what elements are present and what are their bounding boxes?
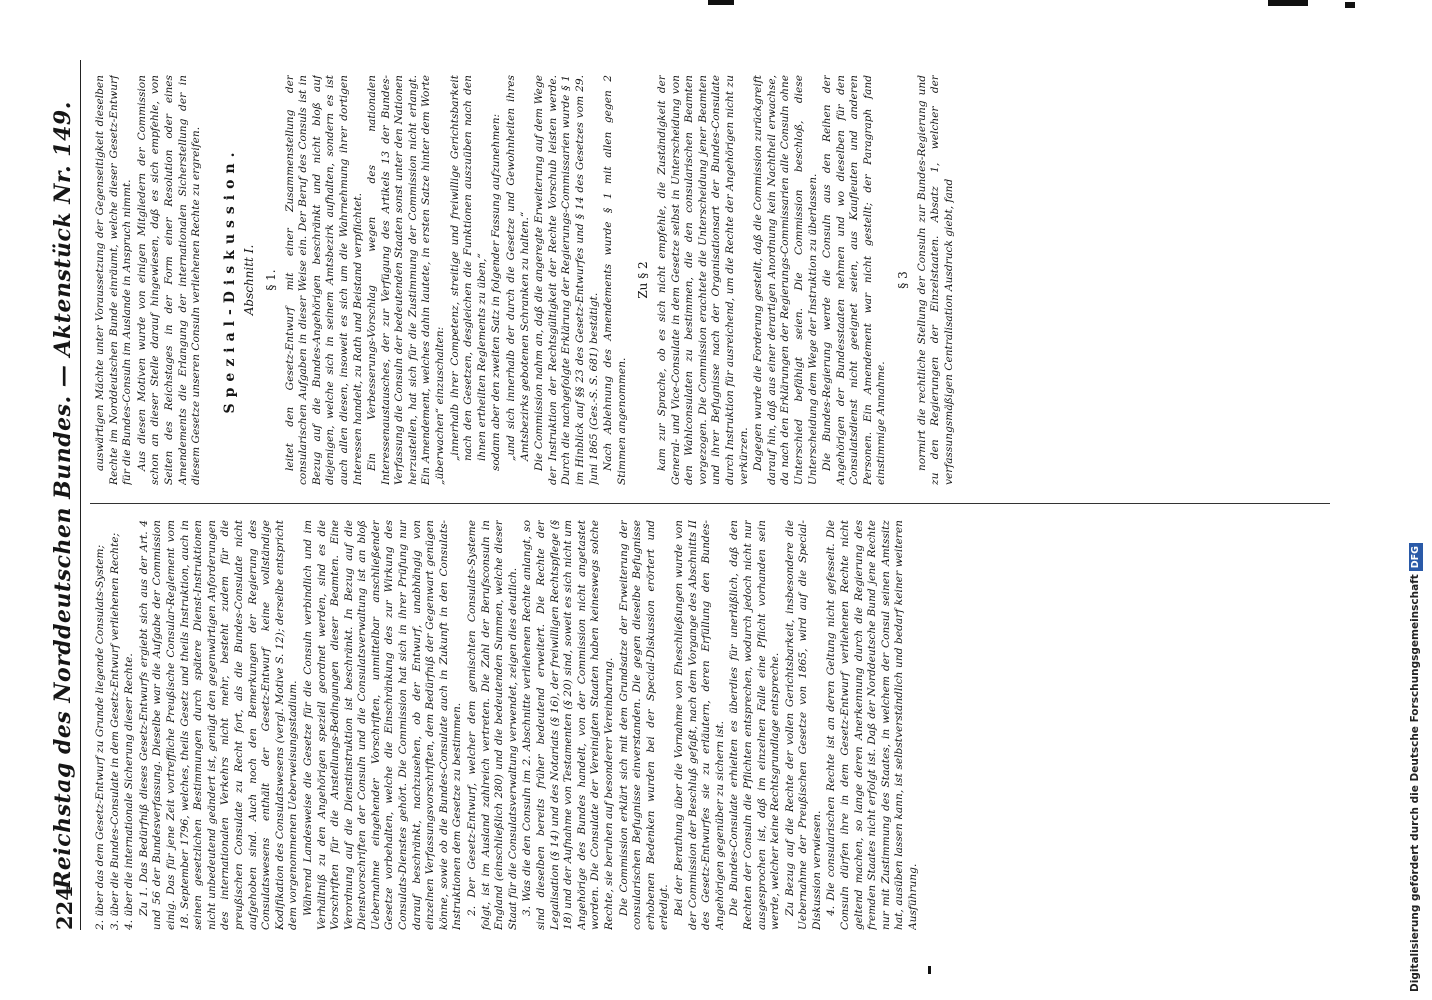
scan-speck xyxy=(928,966,931,974)
section-heading: Spezial-Diskussion. xyxy=(221,146,238,414)
body-paragraph: normirt die rechtliche Stellung der Consuln zur Bundes-Regierung und zu den Regierungen der Einzelstaaten. Absatz 1, welcher der verfassungsmäßigen Centralisation Ausdruck giebt, fand xyxy=(915,75,955,485)
column-divider xyxy=(90,503,1330,504)
body-paragraph: kam zur Sprache, ob es sich nicht empfehle, die Zuständigkeit der General- und Vice-Consulate in dem Gesetze selbst in Unterscheidung von den Wahlconsulaten zu bestimmen, die den consularischen Beamten vorgezogen. Die Commission erachtete die Unterscheidung jener Beamten und ihrer Befugnisse nach der Organisationsart der Bundes-Consulate durch Instruktion für ausreichend, um die Rechte der Angehörigen nicht zu verkürzen. xyxy=(655,75,750,485)
paragraph-marker: Zu § 2 xyxy=(636,261,651,299)
body-paragraph: Ein Verbesserungs-Vorschlag wegen des nationalen Interessenaustausches, der zur Verfügung des Artikels 13 der Bundes-Verfassung die Consuln der bedeutenden Staaten sonst unter den Nationen herzustellen, hat sich für die Zustimmung der Commission nicht erlangt. Ein Amendement, welches dahin lautete, in ersten Satze hinter dem Worte „überwachen“ einzuschalten: xyxy=(366,75,447,485)
body-paragraph: leitet den Gesetz-Entwurf mit einer Zusammenstellung der consularischen Aufgaben in dieser Weise ein. Der Beruf des Consuls ist in Bezug auf die Bundes-Angehörigen beschränkt und nicht bloß auf diejenigen, welche sich in seinem Amtsbezirk aufhalten, sondern es ist auch allen diesen, insoweit es sich um die Wahrnehmung ihrer dortigen Interessen handelt, zu Rath und Beistand verpflichtet. xyxy=(283,75,364,485)
paragraph-marker: § 1. xyxy=(263,269,278,291)
scan-speck xyxy=(1268,0,1308,6)
body-paragraph: 3. Was die den Consuln im 2. Abschnitte verliehenen Rechte anlangt, so sind dieselben bereits früher bedeutend erweitert. Die Rechte der Legalisation (§ 14) und des Notariats (§ 16), der freiwilligen Rechtspflege (§ 18) und der Aufnahme von Testamenten (§ 20) sind, soweit es sich nicht um Angehörige des Bundes handelt, von der Commission nicht angetastet worden. Die Consulate der Vereinigten Staaten haben keineswegs solche Rechte, sie beruhen auf besonderer Vereinbarung. xyxy=(521,520,615,930)
right-text-column xyxy=(94,75,1324,485)
body-paragraph: Dagegen wurde die Forderung gestellt, daß die Commission zurückgreift darauf hin, daß aus einer derartigen Anordnung kein Nachtheil erwachse, da nach den Erklärungen der Regierungs-Commissarien alle Consuln ohne Unterschied befähigt seien. Die Commission beschloß, diese Unterscheidung dem Wege der Instruktion zu überlassen. xyxy=(752,75,819,485)
body-paragraph: Die Commission nahm an, daß die angeregte Erweiterung auf dem Wege der Instruktion der Rechtsgültigkeit der Rechte Vorschub leisten werde. Durch die nachgefolgte Erklärung der Regierungs-Commissarien wurde § 1 im Hinblick auf §§ 23 des Gesetz-Entwurfes und § 14 des Gesetzes vom 29. Juni 1865 (Ges.-S. S. 681) bestätigt. xyxy=(533,75,600,485)
body-paragraph: Die Bundes-Consulate erhielten es überdies für unerläßlich, daß den Rechten der Consuln die Pflichten entsprechen, wodurch jedoch nicht nur ausgesprochen ist, daß im einzelnen Falle eine Pflicht vorhanden sein werde, welcher keine Rechtsgrundlage entspreche. xyxy=(728,520,782,930)
numbered-item: 3. über die Bundes-Consulate in dem Gesetz-Entwurf verliehenen Rechte; xyxy=(108,532,121,930)
body-paragraph: 2. Der Gesetz-Entwurf, welcher dem gemischten Consulats-Systeme folgt, ist im Ausland zahlreich vertreten. Die Zahl der Berufsconsuln in England (einschließlich 280) und die bedeutenden Summen, welche dieser Staat für die Consulatsverwaltung verwendet, zeigen dies deutlich. xyxy=(466,520,519,930)
body-paragraph: Die Bundes-Regierung werde die Consuln aus den Reihen der Angehörigen der Bundesstaaten nehmen und wo dieselben für den Consulatsdienst nicht geeignet seien, aus Kaufleuten und anderen Personen. Ein Amendement war nicht gestellt; der Paragraph fand einstimmige Annahme. xyxy=(821,75,888,485)
quoted-amendment: „innerhalb ihrer Competenz, streitige und freiwillige Gerichtsbarkeit nach den Gesetzen, desgleichen die Funktionen auszuüben nach den ihnen ertheilten Reglements zu üben,“ xyxy=(448,75,488,461)
body-paragraph: Die Commission erklärt sich mit dem Grundsatze der Erweiterung der consularischen Befugnisse einverstanden. Die gegen dieselbe Befugnisse erhobenen Bedenken wurden bei der Special-Diskussion erörtert und erledigt. xyxy=(617,520,671,930)
numbered-item: 2. über das dem Gesetz-Entwurf zu Grunde liegende Consulats-System; xyxy=(94,544,106,930)
body-paragraph: sodann aber den zweiten Satz in folgender Fassung aufzunehmen: xyxy=(490,113,503,471)
dfg-logo-badge: DFG xyxy=(1409,543,1423,571)
page-number: 224 xyxy=(52,886,77,930)
body-paragraph: Nach Ablehnung des Amendements wurde § 1 mit allen gegen 2 Stimmen angenommen. xyxy=(602,75,628,485)
scan-speck xyxy=(1345,2,1355,8)
body-paragraph: Aus diesen Motiven wurde von einigen Mitgliedern der Commission schon an dieser Stelle darauf hingewiesen, daß es sich empfehle, von Seiten des Reichstages in der Form einer Resolution oder eines Amendements die Erlangung der internationalen Sicherstellung der in diesem Gesetze unseren Consuln verliehenen Rechte zu ergreifen. xyxy=(135,75,203,485)
paragraph-marker: § 3 xyxy=(896,271,911,289)
dfg-watermark xyxy=(1404,12,1426,992)
page-header xyxy=(50,60,81,930)
body-paragraph: Zu Bezug auf die Rechte der vollen Gerichtsbarkeit, insbesondere die Uebernahme der Preußischen Gesetze von 1865, wird auf die Special-Diskussion verwiesen. xyxy=(783,520,823,930)
body-paragraph: Zu 1. Das Bedürfniß dieses Gesetz-Entwurfs ergiebt sich aus der Art. 4 und 56 der Bundesverfassung. Dieselbe war die Aufgabe der Commission einig. Das für jene Zeit vortreffliche Preußische Consular-Reglement vom 18. September 1796, welches, theils Gesetz und theils Instruktion, auch in seinen gesetzlichen Bestimmungen durch spätere Dienst-Instruktionen nicht unbedeutend geändert ist, genügt den gegenwärtigen Anforderungen des internationalen Verkehrs nicht mehr, besteht zudem für die preußischen Consulate zu Recht fort, als die Bundes-Consulate nicht aufgehoben sind. Auch noch den Bemerkungen der Regierung des Consulatswesens enthält der Gesetz-Entwurf keine vollständige Kodifikation des Consulatswesens (vergl. Motive S. 12); derselbe entspricht dem vorgenommenen Ueberweisungsstadium. xyxy=(137,520,300,930)
quoted-amendment: „und sich innerhalb der durch die Gesetze und Gewohnheiten ihres Amtsbezirks gebotenen Schranken zu halten.“ xyxy=(505,75,531,461)
body-paragraph: auswärtigen Mächte unter Voraussetzung der Gegenseitigkeit dieselben Rechte im Norddeutschen Bunde einräumt, welche dieser Gesetz-Entwurf für die Bundes-Consuln im Auslande in Anspruch nimmt. xyxy=(94,75,134,485)
scan-speck xyxy=(708,0,734,5)
running-title: Reichstag des Norddeutschen Bundes. — Aktenstück Nr. 149. xyxy=(50,101,76,889)
body-paragraph: Während Landesweise die Gesetze für die Consuln verbindlich und im Verhältniß zu den Angehörigen speziell geordnet werden, sind es die Vorschriften für die Anstellungs-Bedingungen dieser Beamten. Eine Verordnung auf die Dienstinstruktion ist beschränkt. In Bezug auf die Dienstvorschriften der Consuln und die Consulatsverwaltung ist an bloß Uebernahme eingehender Vorschriften, unmittelbar anschließender Gesetze vorbehalten, welche die Einschränkung des zur Wirkung des Consulats-Dienstes gehört. Die Commission hat sich in ihrer Prüfung nur darauf beschränkt, nachzusehen, ob der Entwurf, unabhängig von einzelnen Verfassungsvorschriften, dem Bedürfniß der Gegenwart genügen könne, sowie ob die Bundes-Consulate auch in Zukunft in den Consulats-Instruktionen dem Gesetze zu bestimmen. xyxy=(301,520,464,930)
watermark-text: Digitalisierung gefördert durch die Deutsche Forschungsgemeinschaft xyxy=(1409,574,1421,992)
numbered-item: 4. über die internationale Sicherung dieser Rechte. xyxy=(123,653,136,930)
subsection-heading: Abschnitt I. xyxy=(242,244,257,316)
body-paragraph: 4. Die consularischen Rechte ist an deren Geltung nicht gefesselt. Die Consuln dürfen ihre in dem Gesetz-Entwurf verliehenen Rechte nicht geltend machen, so lange deren Anerkennung durch die Regierung des fremden Staates nicht erfolgt ist. Daß der Norddeutsche Bund jene Rechte nur mit Zustimmung des Staates, in welchem der Consul seinen Amtssitz hat, ausüben lassen kann, ist selbstverständlich und bedarf keiner weiteren Ausführung. xyxy=(825,520,920,930)
body-paragraph: Bei der Berathung über die Vornahme von Eheschließungen wurde von der Commission der Beschluß gefaßt, nach dem Vorgange des Abschnitts II des Gesetz-Entwurfes sie zu erläutern, deren Erfüllung den Bundes-Angehörigen gegenüber zu sichern ist. xyxy=(672,520,726,930)
left-text-column xyxy=(94,520,1324,930)
